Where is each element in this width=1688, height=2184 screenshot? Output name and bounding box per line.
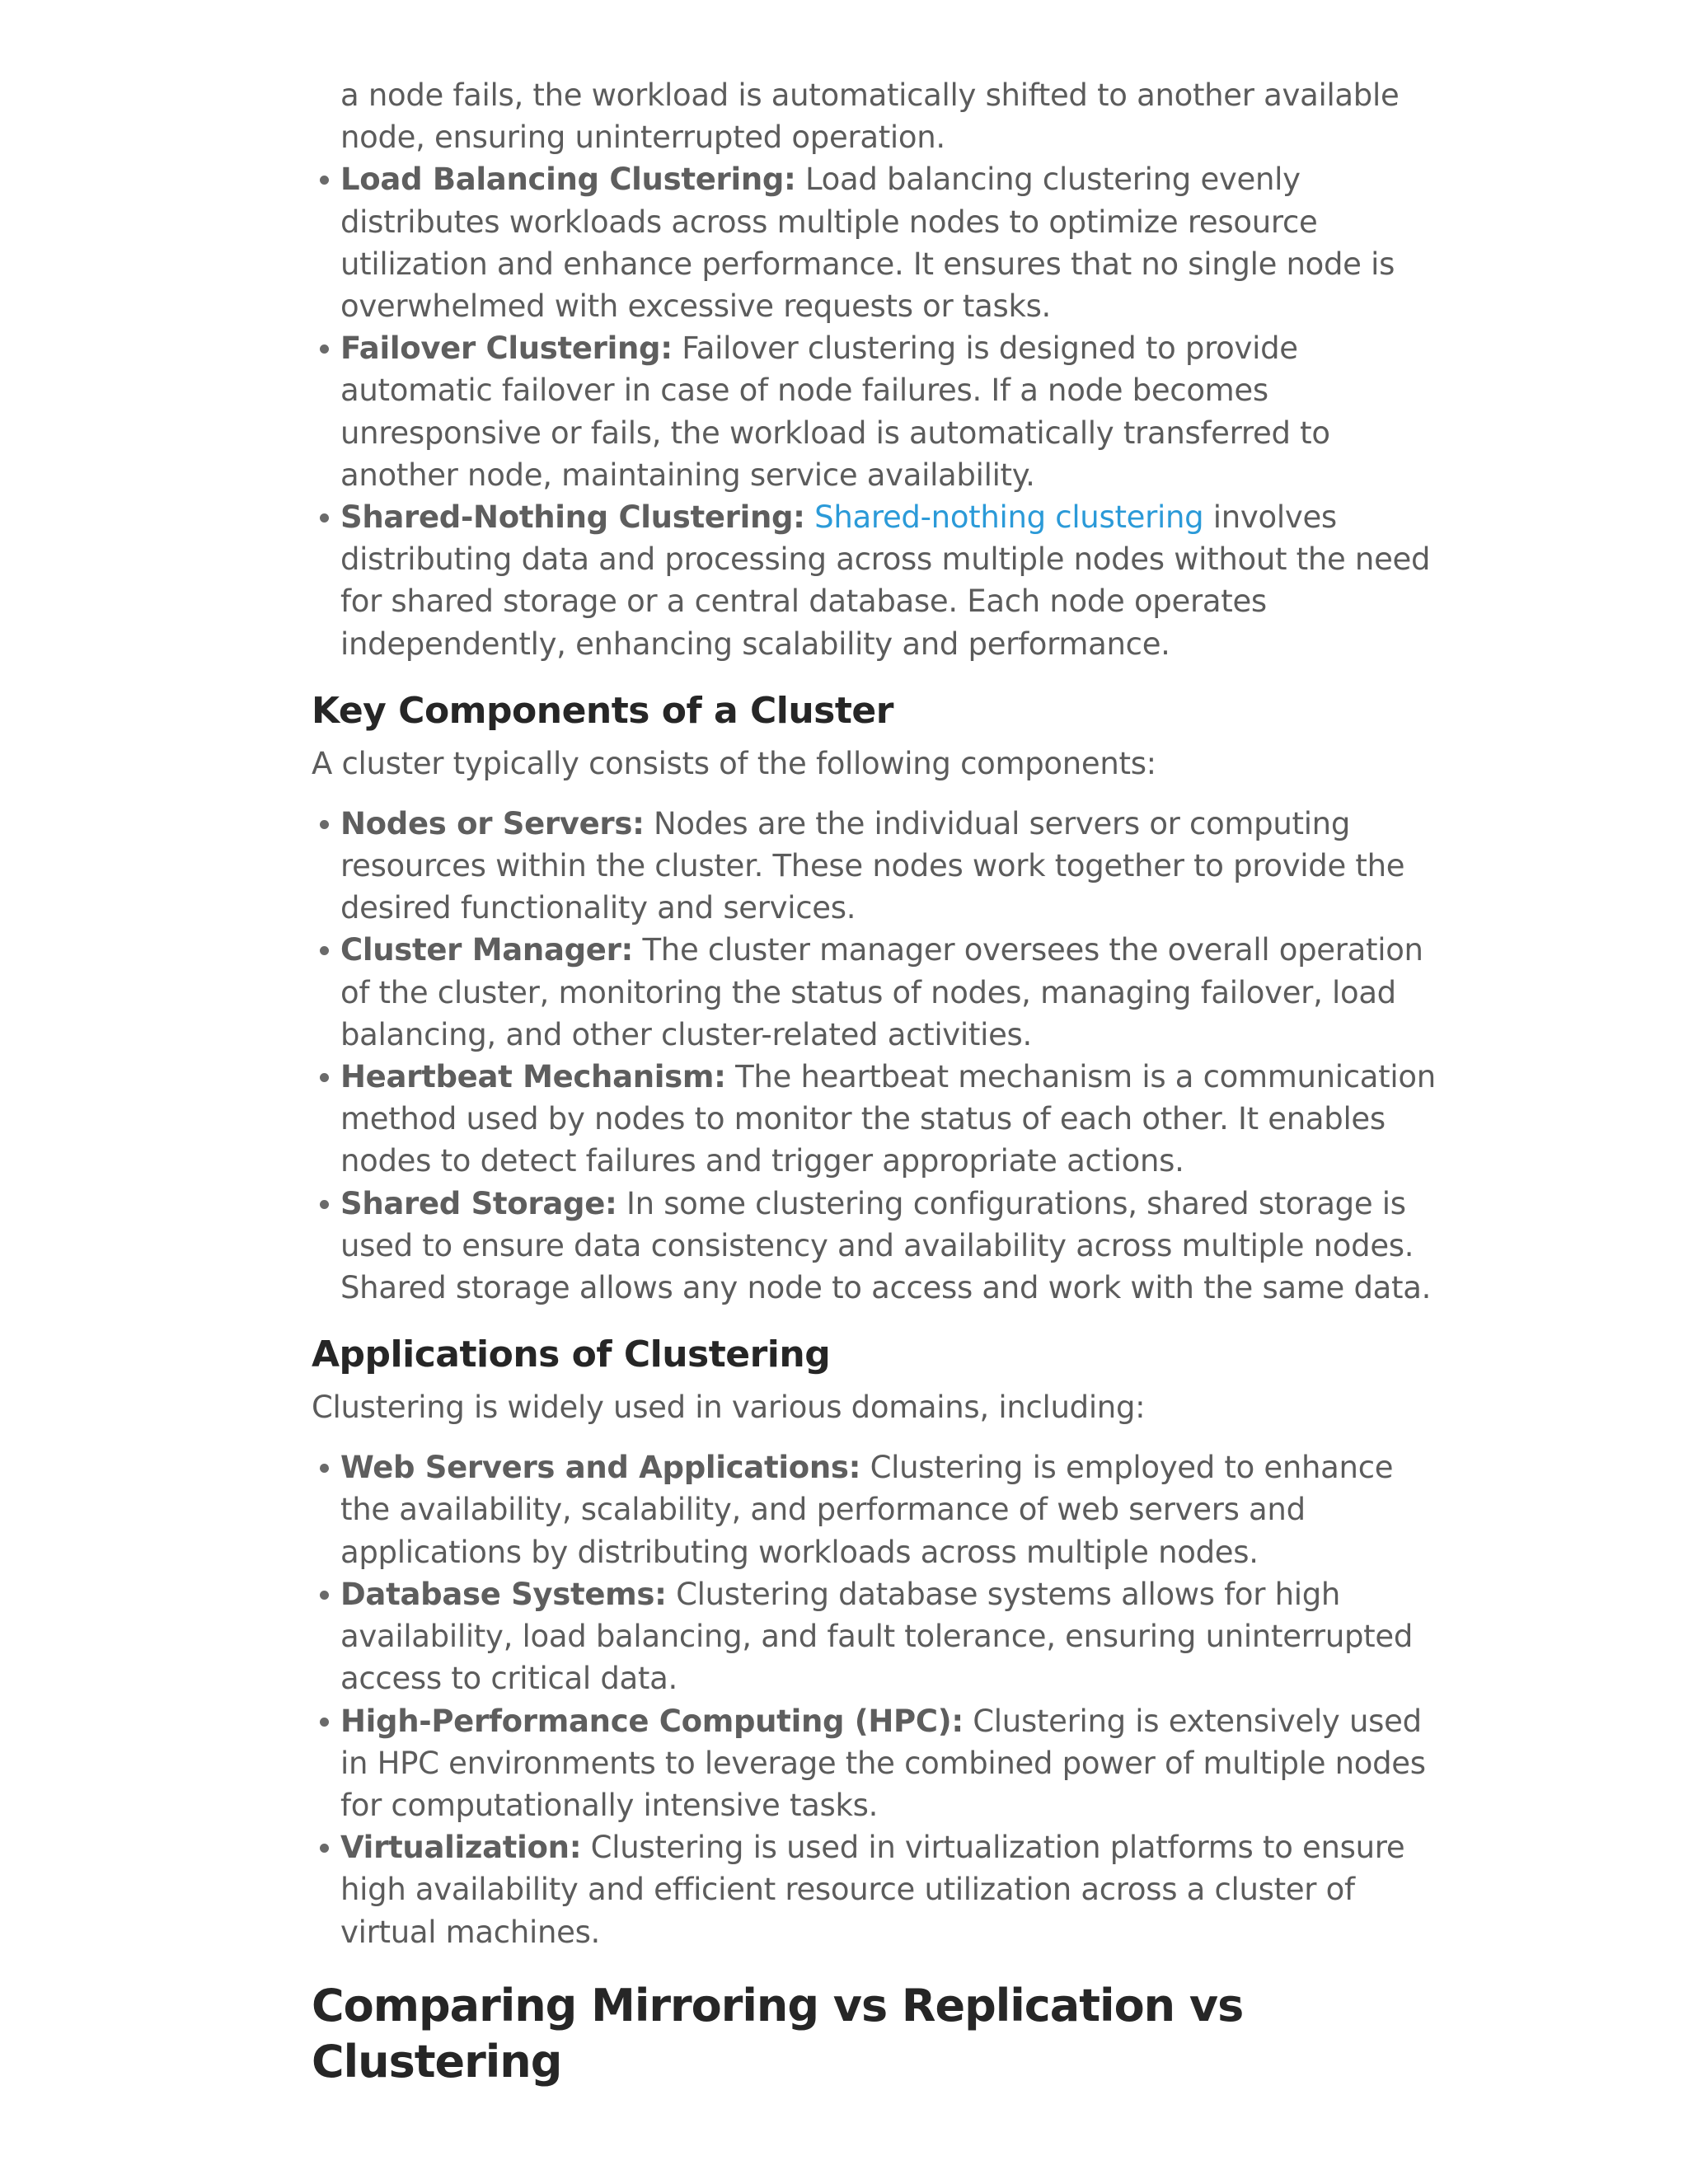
article-body bbox=[312, 74, 1449, 2090]
components-list bbox=[312, 803, 1449, 1309]
item-description: Clustering is extensively used in HPC environments to leverage the combined power of multiple nodes for computationally intensive tasks. bbox=[340, 1703, 1426, 1823]
item-description: Nodes are the individual servers or computing resources within the cluster. These nodes work together to provide the desired functionality and services. bbox=[340, 805, 1405, 926]
bullet-icon bbox=[320, 176, 329, 185]
item-term: Heartbeat Mechanism: bbox=[340, 1059, 726, 1095]
list-item bbox=[340, 1573, 1449, 1700]
bullet-icon bbox=[320, 513, 329, 523]
bullet-icon bbox=[320, 1718, 329, 1727]
list-item bbox=[340, 1056, 1449, 1183]
item-term: Database Systems: bbox=[340, 1576, 667, 1612]
section-intro: Clustering is widely used in various domains, including: bbox=[312, 1390, 1146, 1426]
bullet-icon bbox=[320, 1464, 329, 1473]
item-description: In some clustering configurations, shared storage is used to ensure data consistency and availability across multiple nodes. Shared storage allows any node to access and work with the same data. bbox=[340, 1185, 1432, 1306]
bullet-icon bbox=[320, 1844, 329, 1853]
bullet-icon bbox=[320, 820, 329, 829]
bullet-icon bbox=[320, 1591, 329, 1600]
item-term: Web Servers and Applications: bbox=[340, 1450, 861, 1486]
item-term: Shared Storage: bbox=[340, 1185, 617, 1221]
item-description: Failover clustering is designed to provide automatic failover in case of node failures. If a node becomes unresponsive or fails, the workload is automatically transferred to another node, maintaining service availability. bbox=[340, 330, 1330, 493]
list-item bbox=[340, 1700, 1449, 1827]
item-description: involves distributing data and processing across multiple nodes without the need for shared storage or a central database. Each node operates independently, enhancing scalability and performance. bbox=[340, 499, 1431, 662]
list-item bbox=[340, 1826, 1449, 1953]
item-term: Shared-Nothing Clustering: bbox=[340, 499, 805, 536]
item-description: Clustering database systems allows for high availability, load balancing, and fault tolerance, ensuring uninterrupted access to critical data. bbox=[340, 1576, 1414, 1697]
item-description: Load balancing clustering evenly distributes workloads across multiple nodes to optimize resource utilization and enhance performance. It ensures that no single node is overwhelmed with excessive requests or tasks. bbox=[340, 162, 1395, 325]
item-description: The heartbeat mechanism is a communication method used by nodes to monitor the status of each other. It enables nodes to detect failures and trigger appropriate actions. bbox=[340, 1059, 1436, 1179]
section-heading-key-components: Key Components of a Cluster bbox=[312, 689, 893, 732]
bullet-icon bbox=[320, 1200, 329, 1209]
clustering-types-list bbox=[312, 158, 1449, 664]
section-heading-comparison: Comparing Mirroring vs Replication vs Clustering bbox=[312, 1979, 1244, 2088]
bullet-icon bbox=[320, 344, 329, 354]
list-item bbox=[340, 803, 1449, 930]
continuation-text: a node fails, the workload is automatically shifted to another available node, ensuring uninterrupted operation. bbox=[340, 77, 1400, 156]
list-item bbox=[340, 327, 1449, 496]
shared-nothing-clustering-link[interactable]: Shared-nothing clustering bbox=[814, 499, 1204, 536]
item-term: High-Performance Computing (HPC): bbox=[340, 1703, 964, 1739]
list-item bbox=[340, 1183, 1449, 1310]
list-item bbox=[340, 158, 1449, 327]
item-term: Load Balancing Clustering: bbox=[340, 162, 796, 198]
list-item bbox=[340, 496, 1449, 665]
item-term: Cluster Manager: bbox=[340, 932, 634, 968]
list-item bbox=[340, 1446, 1449, 1573]
section-heading-applications: Applications of Clustering bbox=[312, 1333, 831, 1376]
list-item bbox=[340, 929, 1449, 1056]
bullet-icon bbox=[320, 1073, 329, 1082]
item-description: The cluster manager oversees the overall operation of the cluster, monitoring the status of nodes, managing failover, load balancing, and other cluster-related activities. bbox=[340, 932, 1423, 1052]
item-description: Clustering is employed to enhance the availability, scalability, and performance of web servers and applications by distributing workloads across multiple nodes. bbox=[340, 1450, 1394, 1570]
item-term: Virtualization: bbox=[340, 1830, 582, 1866]
section-intro: A cluster typically consists of the following components: bbox=[312, 745, 1156, 781]
item-term: Failover Clustering: bbox=[340, 330, 673, 367]
item-description: Clustering is used in virtualization platforms to ensure high availability and efficient resource utilization across a cluster of virtual machines. bbox=[340, 1830, 1405, 1950]
bullet-icon bbox=[320, 946, 329, 955]
applications-list bbox=[312, 1446, 1449, 1952]
item-term: Nodes or Servers: bbox=[340, 805, 645, 841]
